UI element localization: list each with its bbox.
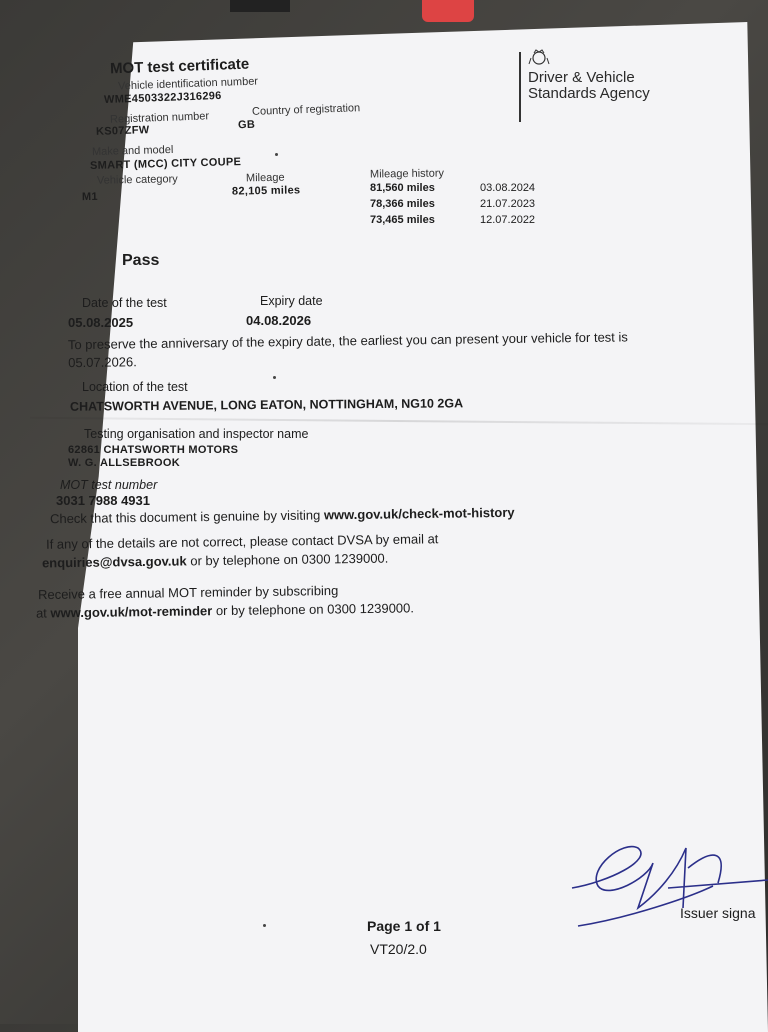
background-object bbox=[230, 0, 290, 12]
registration-value: KS07ZFW bbox=[95, 124, 150, 138]
mileage-history-miles: 81,560 miles bbox=[370, 182, 435, 194]
make-value: SMART (MCC) CITY COUPE bbox=[89, 156, 242, 172]
form-code: VT20/2.0 bbox=[370, 941, 427, 957]
issuer-signature-label: Issuer signa bbox=[680, 905, 756, 921]
agency-divider bbox=[519, 52, 521, 122]
mileage-history-row bbox=[370, 182, 535, 194]
organisation-value: 62861 CHATSWORTH MOTORS bbox=[68, 444, 239, 456]
paper-speck bbox=[273, 376, 276, 379]
anniversary-note: To preserve the anniversary of the expiry date, the earliest you can present your vehicle for test is 05.07.2026. bbox=[67, 329, 628, 371]
reminder-prefix: at bbox=[35, 605, 47, 621]
registration-label: Registration number bbox=[109, 110, 210, 126]
mileage-history-row bbox=[370, 198, 535, 210]
royal-crest-icon bbox=[528, 48, 550, 68]
organisation-label: Testing organisation and inspector name bbox=[84, 427, 309, 441]
background-object-red bbox=[422, 0, 474, 22]
mileage-history-date: 03.08.2024 bbox=[480, 182, 536, 194]
test-number-value: 3031 7988 4931 bbox=[56, 493, 150, 508]
mot-reminder-link[interactable]: www.gov.uk/mot-reminder bbox=[50, 603, 213, 621]
test-result: Pass bbox=[122, 252, 160, 269]
reminder-phone-text: or by telephone on 0300 1239000. bbox=[215, 600, 415, 619]
mileage-history-date: 21.07.2023 bbox=[480, 198, 536, 210]
vin-value: WME4503322J316296 bbox=[103, 89, 222, 107]
category-label: Vehicle category bbox=[96, 173, 178, 187]
mileage-value: 82,105 miles bbox=[231, 184, 301, 198]
mileage-history-miles: 73,465 miles bbox=[370, 214, 435, 226]
test-date-value: 05.08.2025 bbox=[68, 315, 134, 330]
page-number: Page 1 of 1 bbox=[367, 918, 441, 934]
vin-label: Vehicle identification number bbox=[117, 75, 259, 93]
reminder-text: Receive a free annual MOT reminder by subscribing bbox=[37, 582, 339, 603]
test-number-label: MOT test number bbox=[60, 478, 158, 492]
mileage-label: Mileage bbox=[245, 171, 285, 185]
paper-speck bbox=[275, 153, 278, 156]
paper-speck bbox=[263, 924, 266, 927]
make-label: Make and model bbox=[91, 143, 174, 159]
contact-text: If any of the details are not correct, please contact DVSA by email at bbox=[45, 531, 439, 552]
category-value: M1 bbox=[81, 190, 98, 204]
expiry-label: Expiry date bbox=[260, 294, 323, 308]
agency-name: Driver & Vehicle Standards Agency bbox=[528, 69, 650, 102]
mileage-history-row bbox=[370, 214, 535, 226]
expiry-value: 04.08.2026 bbox=[246, 313, 312, 328]
mileage-history-label: Mileage history bbox=[369, 167, 445, 181]
inspector-name: W. G. ALLSEBROOK bbox=[68, 457, 180, 469]
mileage-history-date: 12.07.2022 bbox=[480, 214, 536, 226]
check-text: Check that this document is genuine by visiting bbox=[49, 507, 321, 527]
test-date-label: Date of the test bbox=[82, 296, 167, 310]
mileage-history-miles: 78,366 miles bbox=[370, 198, 435, 210]
contact-phone-text: or by telephone on 0300 1239000. bbox=[190, 550, 389, 569]
certificate-title: MOT test certificate bbox=[109, 55, 250, 78]
contact-email-link[interactable]: enquiries@dvsa.gov.uk bbox=[41, 553, 187, 571]
country-label: Country of registration bbox=[251, 102, 361, 118]
country-value: GB bbox=[237, 118, 256, 132]
location-value: CHATSWORTH AVENUE, LONG EATON, NOTTINGHAM, NG10 2GA bbox=[69, 396, 464, 414]
location-label: Location of the test bbox=[82, 380, 188, 394]
check-mot-history-link[interactable]: www.gov.uk/check-mot-history bbox=[323, 504, 515, 523]
